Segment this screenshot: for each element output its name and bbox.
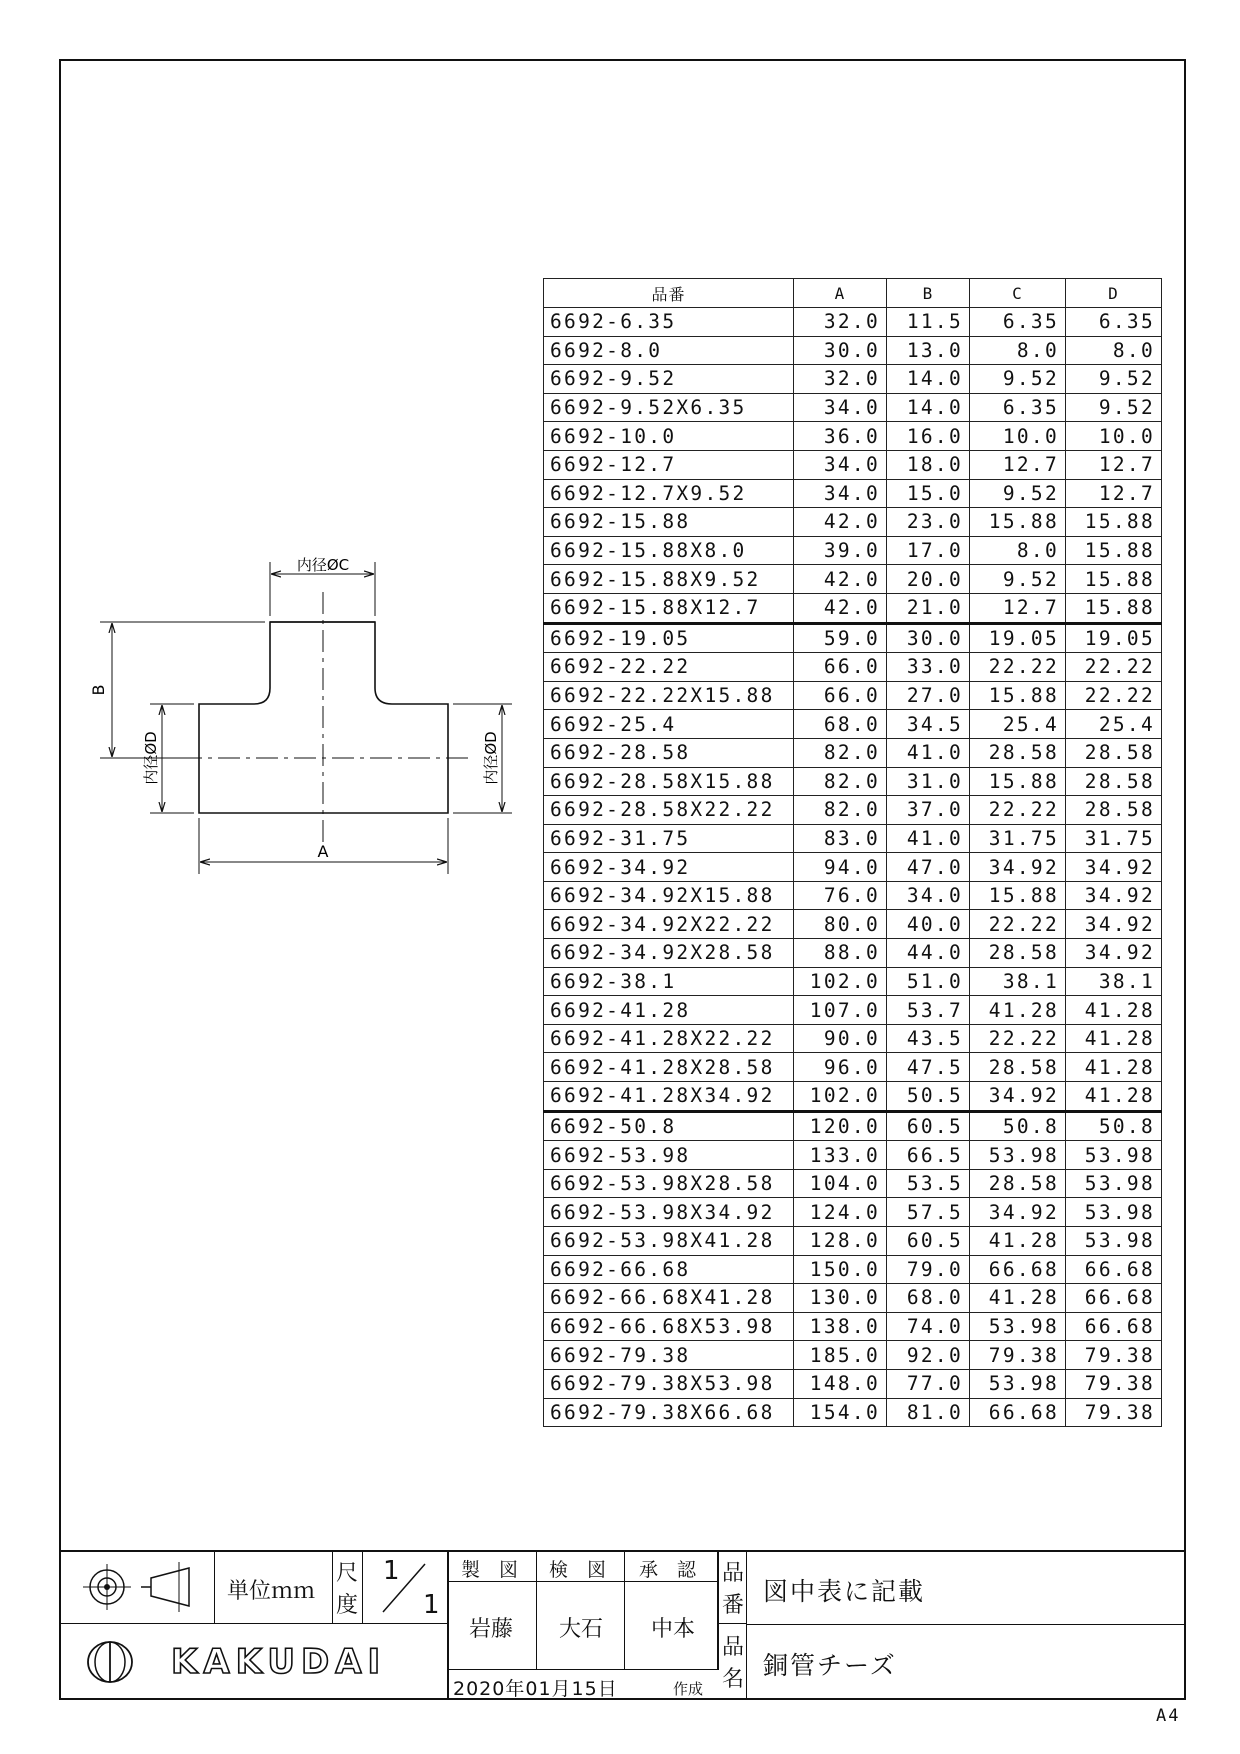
cell-d: 12.7 [1066, 450, 1162, 479]
cell-c: 53.98 [970, 1141, 1066, 1170]
cell-c: 9.52 [970, 565, 1066, 594]
cell-d: 25.4 [1066, 710, 1162, 739]
cell-part-no: 6692-34.92 [544, 853, 794, 882]
header-c: C [970, 279, 1066, 308]
cell-b: 21.0 [887, 593, 970, 623]
table-row [544, 710, 1162, 739]
cell-c: 28.58 [970, 1169, 1066, 1198]
cell-c: 6.35 [970, 308, 1066, 337]
cell-b: 23.0 [887, 508, 970, 537]
dim-b-label: B [89, 684, 108, 696]
cell-d: 79.38 [1066, 1341, 1162, 1370]
cell-part-no: 6692-6.35 [544, 308, 794, 337]
scale-denominator: 1 [423, 1590, 440, 1620]
cell-b: 81.0 [887, 1398, 970, 1427]
cell-a: 34.0 [794, 479, 887, 508]
table-row [544, 536, 1162, 565]
table-row [544, 1082, 1162, 1112]
cell-a: 82.0 [794, 767, 887, 796]
cell-c: 34.92 [970, 1198, 1066, 1227]
cell-c: 66.68 [970, 1398, 1066, 1427]
cell-b: 57.5 [887, 1198, 970, 1227]
cell-d: 9.52 [1066, 365, 1162, 394]
third-angle-projection-icon [61, 1550, 215, 1624]
cell-part-no: 6692-28.58X22.22 [544, 796, 794, 825]
table-row [544, 1141, 1162, 1170]
dim-d-left-label: 内径ØD [142, 731, 160, 785]
cell-b: 15.0 [887, 479, 970, 508]
cell-c: 10.0 [970, 422, 1066, 451]
table-row [544, 450, 1162, 479]
cell-d: 10.0 [1066, 422, 1162, 451]
table-row [544, 365, 1162, 394]
cell-a: 30.0 [794, 336, 887, 365]
cell-b: 53.7 [887, 996, 970, 1025]
cell-b: 30.0 [887, 623, 970, 653]
table-row [544, 565, 1162, 594]
cell-b: 66.5 [887, 1141, 970, 1170]
cell-b: 50.5 [887, 1082, 970, 1112]
checked-by: 大石 [559, 1617, 604, 1642]
header-part-no: 品番 [544, 279, 794, 308]
cell-a: 138.0 [794, 1312, 887, 1341]
drawn-label: 製 図 [461, 1559, 519, 1581]
cell-b: 47.0 [887, 853, 970, 882]
cell-c: 79.38 [970, 1341, 1066, 1370]
header-d: D [1066, 279, 1162, 308]
table-row [544, 824, 1162, 853]
cell-d: 53.98 [1066, 1227, 1162, 1256]
cell-c: 22.22 [970, 796, 1066, 825]
cell-c: 34.92 [970, 853, 1066, 882]
cell-c: 8.0 [970, 336, 1066, 365]
cell-a: 130.0 [794, 1284, 887, 1313]
table-row [544, 1169, 1162, 1198]
cell-a: 39.0 [794, 536, 887, 565]
cell-part-no: 6692-53.98X41.28 [544, 1227, 794, 1256]
date: 2020年01月15日 [453, 1678, 618, 1700]
scale-numerator: 1 [383, 1556, 400, 1586]
cell-a: 102.0 [794, 1082, 887, 1112]
cell-b: 40.0 [887, 910, 970, 939]
cell-a: 42.0 [794, 593, 887, 623]
scale-label-1: 尺 [336, 1561, 359, 1586]
table-row [544, 853, 1162, 882]
table-row [544, 653, 1162, 682]
cell-a: 185.0 [794, 1341, 887, 1370]
unit-label: 単位ｍｍ [227, 1579, 316, 1604]
cell-b: 60.5 [887, 1111, 970, 1141]
cell-d: 53.98 [1066, 1169, 1162, 1198]
cell-b: 33.0 [887, 653, 970, 682]
cell-a: 36.0 [794, 422, 887, 451]
table-row [544, 910, 1162, 939]
cell-part-no: 6692-41.28 [544, 996, 794, 1025]
cell-c: 31.75 [970, 824, 1066, 853]
cell-part-no: 6692-15.88X12.7 [544, 593, 794, 623]
cell-d: 28.58 [1066, 796, 1162, 825]
cell-c: 19.05 [970, 623, 1066, 653]
header-a: A [794, 279, 887, 308]
drawn-by: 岩藤 [469, 1617, 514, 1642]
cell-d: 22.22 [1066, 681, 1162, 710]
cell-c: 66.68 [970, 1255, 1066, 1284]
header-b: B [887, 279, 970, 308]
cell-a: 102.0 [794, 967, 887, 996]
cell-d: 34.92 [1066, 881, 1162, 910]
cell-b: 13.0 [887, 336, 970, 365]
cell-c: 41.28 [970, 1284, 1066, 1313]
cell-b: 43.5 [887, 1024, 970, 1053]
cell-a: 107.0 [794, 996, 887, 1025]
cell-d: 31.75 [1066, 824, 1162, 853]
cell-c: 28.58 [970, 1053, 1066, 1082]
cell-part-no: 6692-79.38 [544, 1341, 794, 1370]
cell-a: 80.0 [794, 910, 887, 939]
table-row [544, 767, 1162, 796]
cell-part-no: 6692-79.38X66.68 [544, 1398, 794, 1427]
part-name-label-2: 名 [722, 1667, 745, 1692]
cell-part-no: 6692-15.88X8.0 [544, 536, 794, 565]
cell-a: 154.0 [794, 1398, 887, 1427]
cell-d: 53.98 [1066, 1198, 1162, 1227]
part-name-label-1: 品 [722, 1635, 745, 1660]
table-row [544, 1369, 1162, 1398]
cell-d: 50.8 [1066, 1111, 1162, 1141]
table-row [544, 336, 1162, 365]
cell-a: 128.0 [794, 1227, 887, 1256]
table-row [544, 1053, 1162, 1082]
cell-c: 53.98 [970, 1312, 1066, 1341]
dim-d-right-label: 内径ØD [482, 731, 500, 785]
table-row [544, 422, 1162, 451]
cell-a: 34.0 [794, 450, 887, 479]
cell-a: 96.0 [794, 1053, 887, 1082]
cell-a: 42.0 [794, 565, 887, 594]
cell-b: 68.0 [887, 1284, 970, 1313]
cell-part-no: 6692-12.7 [544, 450, 794, 479]
created-label: 作成 [673, 1680, 704, 1698]
table-row [544, 796, 1162, 825]
cell-a: 82.0 [794, 796, 887, 825]
cell-b: 20.0 [887, 565, 970, 594]
sheet-size-label: A4 [1156, 1706, 1181, 1726]
cell-d: 22.22 [1066, 653, 1162, 682]
cell-part-no: 6692-66.68X41.28 [544, 1284, 794, 1313]
cell-a: 82.0 [794, 738, 887, 767]
part-no-value: 図中表に記載 [763, 1577, 926, 1606]
cell-d: 41.28 [1066, 1082, 1162, 1112]
table-row [544, 1398, 1162, 1427]
cell-part-no: 6692-34.92X28.58 [544, 939, 794, 968]
table-body [544, 308, 1162, 1427]
table-row [544, 881, 1162, 910]
table-row [544, 479, 1162, 508]
approved-by: 中本 [651, 1617, 696, 1642]
cell-part-no: 6692-53.98 [544, 1141, 794, 1170]
cell-part-no: 6692-28.58X15.88 [544, 767, 794, 796]
cell-c: 50.8 [970, 1111, 1066, 1141]
cell-a: 76.0 [794, 881, 887, 910]
cell-b: 74.0 [887, 1312, 970, 1341]
cell-b: 41.0 [887, 824, 970, 853]
table-row [544, 1312, 1162, 1341]
cell-d: 34.92 [1066, 853, 1162, 882]
cell-part-no: 6692-9.52X6.35 [544, 393, 794, 422]
cell-c: 41.28 [970, 996, 1066, 1025]
table-row [544, 508, 1162, 537]
cell-part-no: 6692-34.92X15.88 [544, 881, 794, 910]
cell-b: 41.0 [887, 738, 970, 767]
cell-c: 28.58 [970, 939, 1066, 968]
cell-d: 28.58 [1066, 767, 1162, 796]
cell-b: 44.0 [887, 939, 970, 968]
cell-d: 28.58 [1066, 738, 1162, 767]
cell-part-no: 6692-10.0 [544, 422, 794, 451]
dim-a-label: A [317, 842, 329, 861]
part-no-label-1: 品 [722, 1561, 745, 1586]
cell-b: 34.0 [887, 881, 970, 910]
cell-c: 15.88 [970, 767, 1066, 796]
cell-a: 94.0 [794, 853, 887, 882]
cell-part-no: 6692-66.68 [544, 1255, 794, 1284]
cell-d: 53.98 [1066, 1141, 1162, 1170]
cell-part-no: 6692-31.75 [544, 824, 794, 853]
cell-part-no: 6692-8.0 [544, 336, 794, 365]
cell-part-no: 6692-15.88X9.52 [544, 565, 794, 594]
table-row [544, 1024, 1162, 1053]
table-row [544, 1284, 1162, 1313]
cell-a: 83.0 [794, 824, 887, 853]
cell-a: 32.0 [794, 308, 887, 337]
table-row [544, 738, 1162, 767]
cell-d: 79.38 [1066, 1369, 1162, 1398]
cell-c: 8.0 [970, 536, 1066, 565]
table-row [544, 1227, 1162, 1256]
cell-c: 15.88 [970, 508, 1066, 537]
cell-b: 11.5 [887, 308, 970, 337]
cell-b: 14.0 [887, 365, 970, 394]
cell-part-no: 6692-53.98X34.92 [544, 1198, 794, 1227]
cell-d: 12.7 [1066, 479, 1162, 508]
cell-d: 34.92 [1066, 910, 1162, 939]
cell-d: 41.28 [1066, 996, 1162, 1025]
cell-b: 51.0 [887, 967, 970, 996]
cell-c: 9.52 [970, 479, 1066, 508]
cell-part-no: 6692-28.58 [544, 738, 794, 767]
cell-c: 9.52 [970, 365, 1066, 394]
cell-d: 8.0 [1066, 336, 1162, 365]
table-row [544, 1111, 1162, 1141]
cell-d: 6.35 [1066, 308, 1162, 337]
cell-b: 77.0 [887, 1369, 970, 1398]
table-header-row [544, 279, 1162, 308]
cell-d: 15.88 [1066, 565, 1162, 594]
table-row [544, 996, 1162, 1025]
cell-c: 22.22 [970, 653, 1066, 682]
cell-b: 18.0 [887, 450, 970, 479]
table-row [544, 1341, 1162, 1370]
table-row [544, 623, 1162, 653]
table-row [544, 308, 1162, 337]
cell-c: 25.4 [970, 710, 1066, 739]
cell-part-no: 6692-34.92X22.22 [544, 910, 794, 939]
cell-b: 79.0 [887, 1255, 970, 1284]
cell-b: 60.5 [887, 1227, 970, 1256]
cell-a: 59.0 [794, 623, 887, 653]
cell-c: 28.58 [970, 738, 1066, 767]
cell-c: 22.22 [970, 910, 1066, 939]
cell-b: 17.0 [887, 536, 970, 565]
scale-label-2: 度 [336, 1593, 359, 1618]
cell-c: 53.98 [970, 1369, 1066, 1398]
cell-b: 47.5 [887, 1053, 970, 1082]
dim-c-label: 内径ØC [296, 556, 350, 574]
cell-d: 41.28 [1066, 1024, 1162, 1053]
cell-a: 88.0 [794, 939, 887, 968]
dimension-table [543, 278, 1162, 1427]
table-row [544, 939, 1162, 968]
cell-part-no: 6692-15.88 [544, 508, 794, 537]
cell-c: 34.92 [970, 1082, 1066, 1112]
cell-c: 38.1 [970, 967, 1066, 996]
kakudai-logo-icon [85, 1640, 135, 1684]
cell-d: 19.05 [1066, 623, 1162, 653]
cell-part-no: 6692-19.05 [544, 623, 794, 653]
table-row [544, 393, 1162, 422]
cell-b: 14.0 [887, 393, 970, 422]
cell-part-no: 6692-38.1 [544, 967, 794, 996]
table-row [544, 593, 1162, 623]
table-row [544, 967, 1162, 996]
approved-label: 承 認 [639, 1559, 697, 1581]
company-name: KAKUDAI [171, 1642, 387, 1682]
title-block [61, 1550, 1184, 1698]
checked-label: 検 図 [549, 1559, 607, 1581]
cell-d: 66.68 [1066, 1284, 1162, 1313]
projection-symbol-cell [61, 1550, 215, 1624]
cell-d: 79.38 [1066, 1398, 1162, 1427]
cell-a: 90.0 [794, 1024, 887, 1053]
cell-d: 15.88 [1066, 536, 1162, 565]
cell-a: 104.0 [794, 1169, 887, 1198]
cell-part-no: 6692-79.38X53.98 [544, 1369, 794, 1398]
cell-part-no: 6692-41.28X28.58 [544, 1053, 794, 1082]
cell-c: 15.88 [970, 881, 1066, 910]
cell-b: 16.0 [887, 422, 970, 451]
cell-part-no: 6692-41.28X34.92 [544, 1082, 794, 1112]
table-row [544, 681, 1162, 710]
cell-d: 15.88 [1066, 508, 1162, 537]
cell-a: 68.0 [794, 710, 887, 739]
cell-a: 120.0 [794, 1111, 887, 1141]
cell-d: 66.68 [1066, 1255, 1162, 1284]
cell-a: 34.0 [794, 393, 887, 422]
part-no-label-2: 番 [722, 1593, 745, 1618]
cell-part-no: 6692-22.22 [544, 653, 794, 682]
cell-a: 32.0 [794, 365, 887, 394]
cell-a: 66.0 [794, 681, 887, 710]
cell-a: 42.0 [794, 508, 887, 537]
cell-part-no: 6692-66.68X53.98 [544, 1312, 794, 1341]
cell-b: 31.0 [887, 767, 970, 796]
cell-b: 27.0 [887, 681, 970, 710]
cell-d: 15.88 [1066, 593, 1162, 623]
cell-c: 12.7 [970, 450, 1066, 479]
cell-part-no: 6692-53.98X28.58 [544, 1169, 794, 1198]
cell-d: 9.52 [1066, 393, 1162, 422]
cell-b: 37.0 [887, 796, 970, 825]
cell-c: 22.22 [970, 1024, 1066, 1053]
cell-a: 150.0 [794, 1255, 887, 1284]
cell-part-no: 6692-25.4 [544, 710, 794, 739]
cell-part-no: 6692-9.52 [544, 365, 794, 394]
cell-c: 12.7 [970, 593, 1066, 623]
cell-b: 53.5 [887, 1169, 970, 1198]
cell-part-no: 6692-22.22X15.88 [544, 681, 794, 710]
cell-d: 34.92 [1066, 939, 1162, 968]
cell-b: 92.0 [887, 1341, 970, 1370]
cell-d: 41.28 [1066, 1053, 1162, 1082]
part-name-value: 銅管チーズ [763, 1651, 897, 1680]
cell-a: 124.0 [794, 1198, 887, 1227]
cell-c: 6.35 [970, 393, 1066, 422]
cell-part-no: 6692-12.7X9.52 [544, 479, 794, 508]
table-row [544, 1255, 1162, 1284]
cell-b: 34.5 [887, 710, 970, 739]
cell-d: 38.1 [1066, 967, 1162, 996]
table-row [544, 1198, 1162, 1227]
cell-d: 66.68 [1066, 1312, 1162, 1341]
cell-c: 41.28 [970, 1227, 1066, 1256]
cell-part-no: 6692-50.8 [544, 1111, 794, 1141]
cell-a: 66.0 [794, 653, 887, 682]
cell-c: 15.88 [970, 681, 1066, 710]
cell-a: 133.0 [794, 1141, 887, 1170]
cell-a: 148.0 [794, 1369, 887, 1398]
cell-part-no: 6692-41.28X22.22 [544, 1024, 794, 1053]
